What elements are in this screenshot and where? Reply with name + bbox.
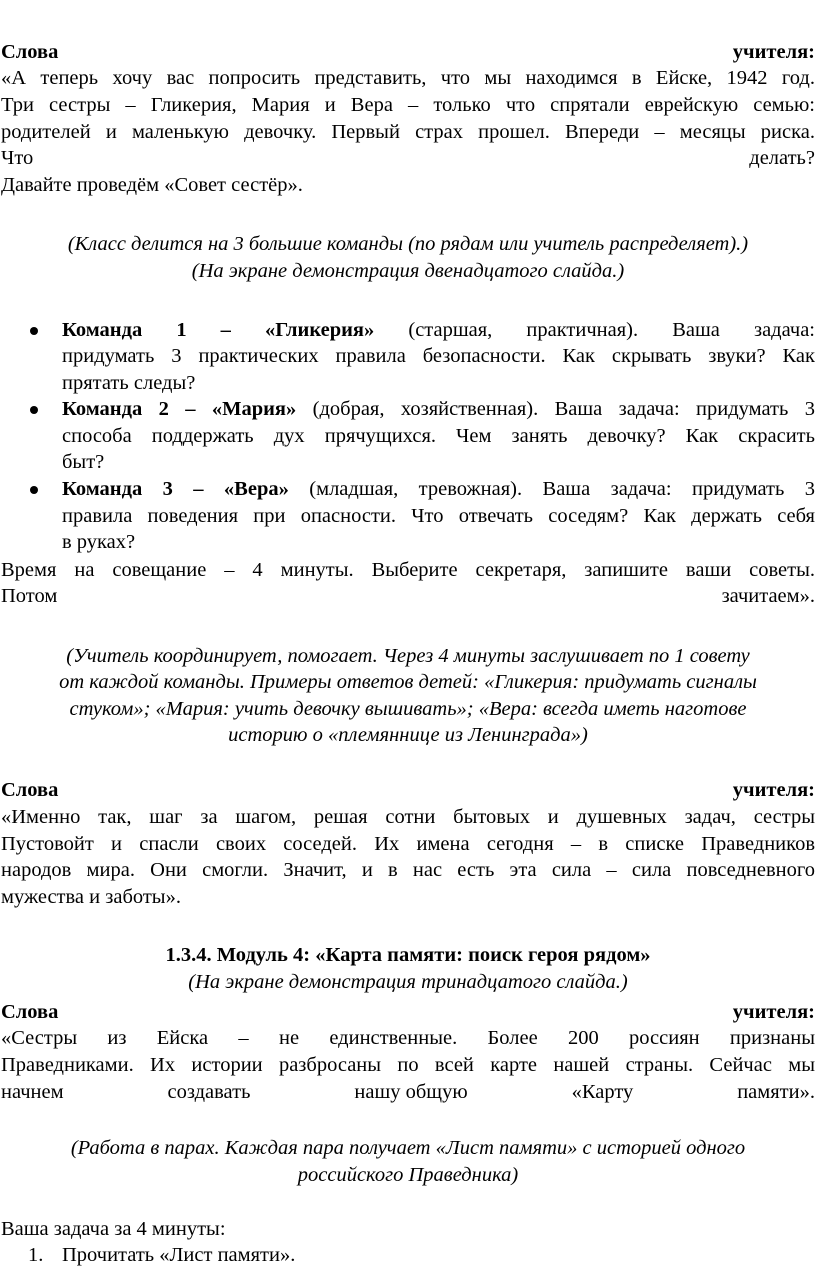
stage-note: (Работа в парах. Каждая пара получает «Лист памяти» с историей одного bbox=[70, 1137, 746, 1159]
paragraph-line: «Сестры из Ейска – не единственные. Более 200 россиян признаны bbox=[1, 1027, 815, 1049]
list-item: Команда 2 – «Мария» (добрая, хозяйственная). Ваша задача: придумать 3 bbox=[62, 398, 815, 420]
bullet-icon bbox=[30, 406, 38, 414]
paragraph-line: народов мира. Они смогли. Значит, и в нас есть эта сила – сила повседневного bbox=[1, 859, 815, 881]
speaker-line bbox=[1, 778, 815, 803]
paragraph-line: Потом зачитаем». bbox=[1, 585, 815, 607]
stage-note: российского Праведника) bbox=[297, 1164, 519, 1186]
speaker-role: учителя: bbox=[732, 779, 815, 801]
paragraph-line: «А теперь хочу вас попросить представить, что мы находимся в Ейске, 1942 год. bbox=[1, 67, 815, 89]
paragraph-line: Давайте проведём «Совет сестёр». bbox=[1, 174, 303, 196]
speaker-label: Слова bbox=[1, 779, 59, 801]
stage-note: историю о «племяннице из Ленинграда») bbox=[228, 724, 588, 746]
paragraph-line: «Именно так, шаг за шагом, решая сотни бытовых и душевных задач, сестры bbox=[1, 806, 815, 828]
section-heading: 1.3.4. Модуль 4: «Карта памяти: поиск героя рядом» bbox=[165, 944, 651, 966]
paragraph-line: Пустовойт и спасли своих соседей. Их имена сегодня – в списке Праведников bbox=[1, 833, 815, 855]
paragraph-line: начнем создавать нашу общую «Карту памяти». bbox=[1, 1081, 815, 1103]
bullet-icon bbox=[30, 327, 38, 335]
paragraph-line: Что делать? bbox=[1, 147, 815, 169]
list-item-line: быт? bbox=[62, 451, 105, 473]
bullet-icon bbox=[30, 486, 38, 494]
speaker-label: Слова bbox=[1, 1001, 59, 1023]
stage-note: от каждой команды. Примеры ответов детей: «Гликерия: придумать сигналы bbox=[59, 671, 757, 693]
speaker-line bbox=[1, 40, 815, 65]
speaker-role: учителя: bbox=[732, 41, 815, 63]
speaker-role: учителя: bbox=[732, 1001, 815, 1023]
paragraph-line: мужества и заботы». bbox=[1, 886, 181, 908]
list-number: 1. bbox=[28, 1244, 44, 1266]
speaker-label: Слова bbox=[1, 41, 59, 63]
list-item: Прочитать «Лист памяти». bbox=[62, 1244, 296, 1266]
stage-note: (На экране демонстрация двенадцатого слайда.) bbox=[191, 260, 625, 282]
stage-note: (Класс делится на 3 большие команды (по рядам или учитель распределяет).) bbox=[67, 233, 749, 255]
paragraph-line: Праведниками. Их истории разбросаны по всей карте нашей страны. Сейчас мы bbox=[1, 1054, 815, 1076]
list-item-line: способа поддержать дух прячущихся. Чем занять девочку? Как скрасить bbox=[62, 425, 815, 447]
list-item-line: в руках? bbox=[62, 531, 136, 553]
stage-note: стуком»; «Мария: учить девочку вышивать»; «Вера: всегда иметь наготове bbox=[69, 698, 747, 720]
list-item-line: придумать 3 практических правила безопасности. Как скрывать звуки? Как bbox=[62, 345, 815, 367]
paragraph-line: Три сестры – Гликерия, Мария и Вера – только что спрятали еврейскую семью: bbox=[1, 94, 815, 116]
stage-note: (Учитель координирует, помогает. Через 4 минуты заслушивает по 1 совету bbox=[66, 645, 750, 667]
stage-note: (На экране демонстрация тринадцатого слайда.) bbox=[188, 971, 628, 993]
task-intro: Ваша задача за 4 минуты: bbox=[1, 1218, 226, 1240]
paragraph-line: родителей и маленькую девочку. Первый страх прошел. Впереди – месяцы риска. bbox=[1, 121, 815, 143]
speaker-line bbox=[1, 1000, 815, 1025]
paragraph-line: Время на совещание – 4 минуты. Выберите секретаря, запишите ваши советы. bbox=[1, 559, 815, 581]
list-item-line: правила поведения при опасности. Что отвечать соседям? Как держать себя bbox=[62, 505, 815, 527]
list-item: Команда 1 – «Гликерия» (старшая, практичная). Ваша задача: bbox=[62, 319, 815, 341]
list-item: Команда 3 – «Вера» (младшая, тревожная). Ваша задача: придумать 3 bbox=[62, 478, 815, 500]
list-item-line: прятать следы? bbox=[62, 372, 196, 394]
